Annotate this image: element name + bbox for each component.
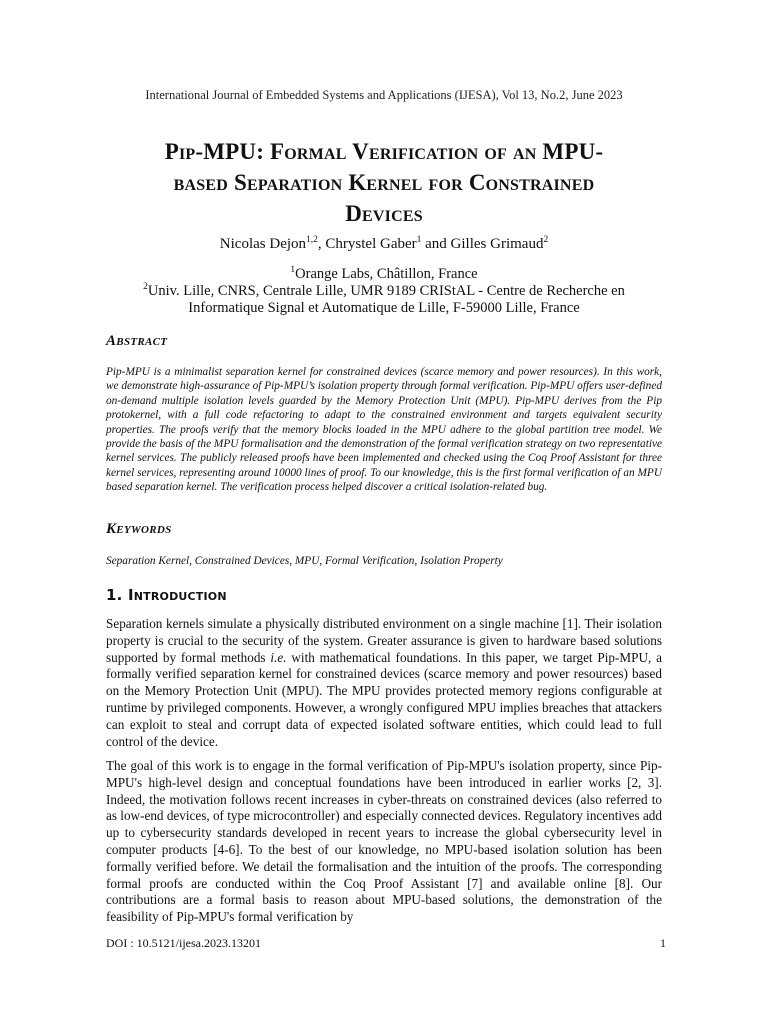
paper-title: [60, 136, 708, 229]
keywords-heading: Keywords: [106, 521, 172, 537]
author-affil-mark: 1,2: [306, 235, 318, 245]
author-affil-mark: 2: [543, 235, 549, 245]
author-name: and Gilles Grimaud: [421, 236, 544, 252]
abstract-text: Pip-MPU is a minimalist separation kernel for constrained devices (scarce memory and power resources). In this work, we demonstrate high-assurance of Pip-MPU’s isolation property through formal verification. Pip-MPU offers user-defined on-demand multiple isolation levels guarded by the Memory Protection Unit (MPU). Pip-MPU derives from the Pip protokernel, with a full code refactoring to adapt to the constrained environment and targets equivalent security properties. The proofs verify that the memory blocks loaded in the MPU adhere to the global partition tree model. We provide the basis of the MPU formalisation and the demonstration of the formal verification strategy on two representative kernel services. The publicly released proofs have been implemented and checked using the Coq Proof Assistant for three kernel services, representing around 10000 lines of proof. To our knowledge, this is the first formal verification of an MPU based separation kernel. The verification process helped discover a critical isolation-related bug.: [106, 366, 662, 494]
affiliation-1: [0, 266, 768, 283]
para-text: Separation kernels simulate a physically distributed environment on a single machine [1]. Their isolation property is crucial to the security of the system. Greater assurance is given to hardware based solutions supported by formal methods: [106, 616, 662, 665]
title-line-1: Pip-MPU: Formal Verification of an MPU-: [164, 139, 604, 164]
author-name: Nicolas Dejon: [219, 236, 307, 252]
intro-paragraph-1: [106, 616, 662, 750]
section-heading-introduction: 1. Introduction: [106, 586, 227, 604]
keywords-text: Separation Kernel, Constrained Devices, MPU, Formal Verification, Isolation Property: [106, 555, 503, 567]
affil-mark: 1: [290, 265, 296, 276]
title-line-3: Devices: [345, 201, 423, 226]
title-line-2: based Separation Kernel for Constrained: [173, 170, 595, 195]
author-name: , Chrystel Gaber: [317, 236, 417, 252]
affil-text: Orange Labs, Châtillon, France: [295, 266, 478, 282]
affil-text: Univ. Lille, CNRS, Centrale Lille, UMR 9189 CRIStAL - Centre de Recherche en: [147, 283, 625, 299]
doi-footer: DOI : 10.5121/ijesa.2023.13201: [106, 936, 261, 950]
page-number: 1: [660, 936, 666, 950]
running-head: International Journal of Embedded Systems and Applications (IJESA), Vol 13, No.2, June 2023: [145, 88, 623, 102]
para-italic: i.e.: [270, 649, 287, 665]
intro-paragraph-2: The goal of this work is to engage in the formal verification of Pip-MPU's isolation property, since Pip-MPU's high-level design and conceptual foundations have been introduced in earlier works [2, 3]. Indeed, the motivation follows recent increases in cyber-threats on constrained devices (also referred to as low-end devices, of type microcontroller) and especially connected devices. Regulatory incentives add up to cybersecurity standards developed in recent years to increase the global cybersecurity level in computer products [4-6]. To the best of our knowledge, no MPU-based isolation solution has been formally verified before. We detail the formalisation and the intuition of the proofs. The corresponding formal proofs are conducted within the Coq Proof Assistant [7] and available online [8]. Our contributions are a formal basis to reason about MPU-based solutions, the demonstration of the feasibility of Pip-MPU's formal verification by: [106, 758, 662, 925]
para-text: with mathematical foundations. In this paper, we target Pip-MPU, a formally verified separation kernel for constrained devices (scarce memory and power resources) based on the Memory Protection Unit (MPU). The MPU provides protected memory regions configurable at runtime by privileged components. However, a wrongly configured MPU implies breaches that attackers can exploit to steal and corrupt data of expected isolated software entities, which could lead to full control of the device.: [106, 649, 662, 749]
author-list: [0, 236, 768, 253]
affil-mark: 2: [143, 282, 148, 293]
abstract-heading: Abstract: [106, 333, 168, 349]
author-affil-mark: 1: [416, 235, 422, 245]
affiliation-2: [0, 283, 768, 300]
affiliation-2-cont: Informatique Signal et Automatique de Lille, F-59000 Lille, France: [188, 300, 580, 316]
